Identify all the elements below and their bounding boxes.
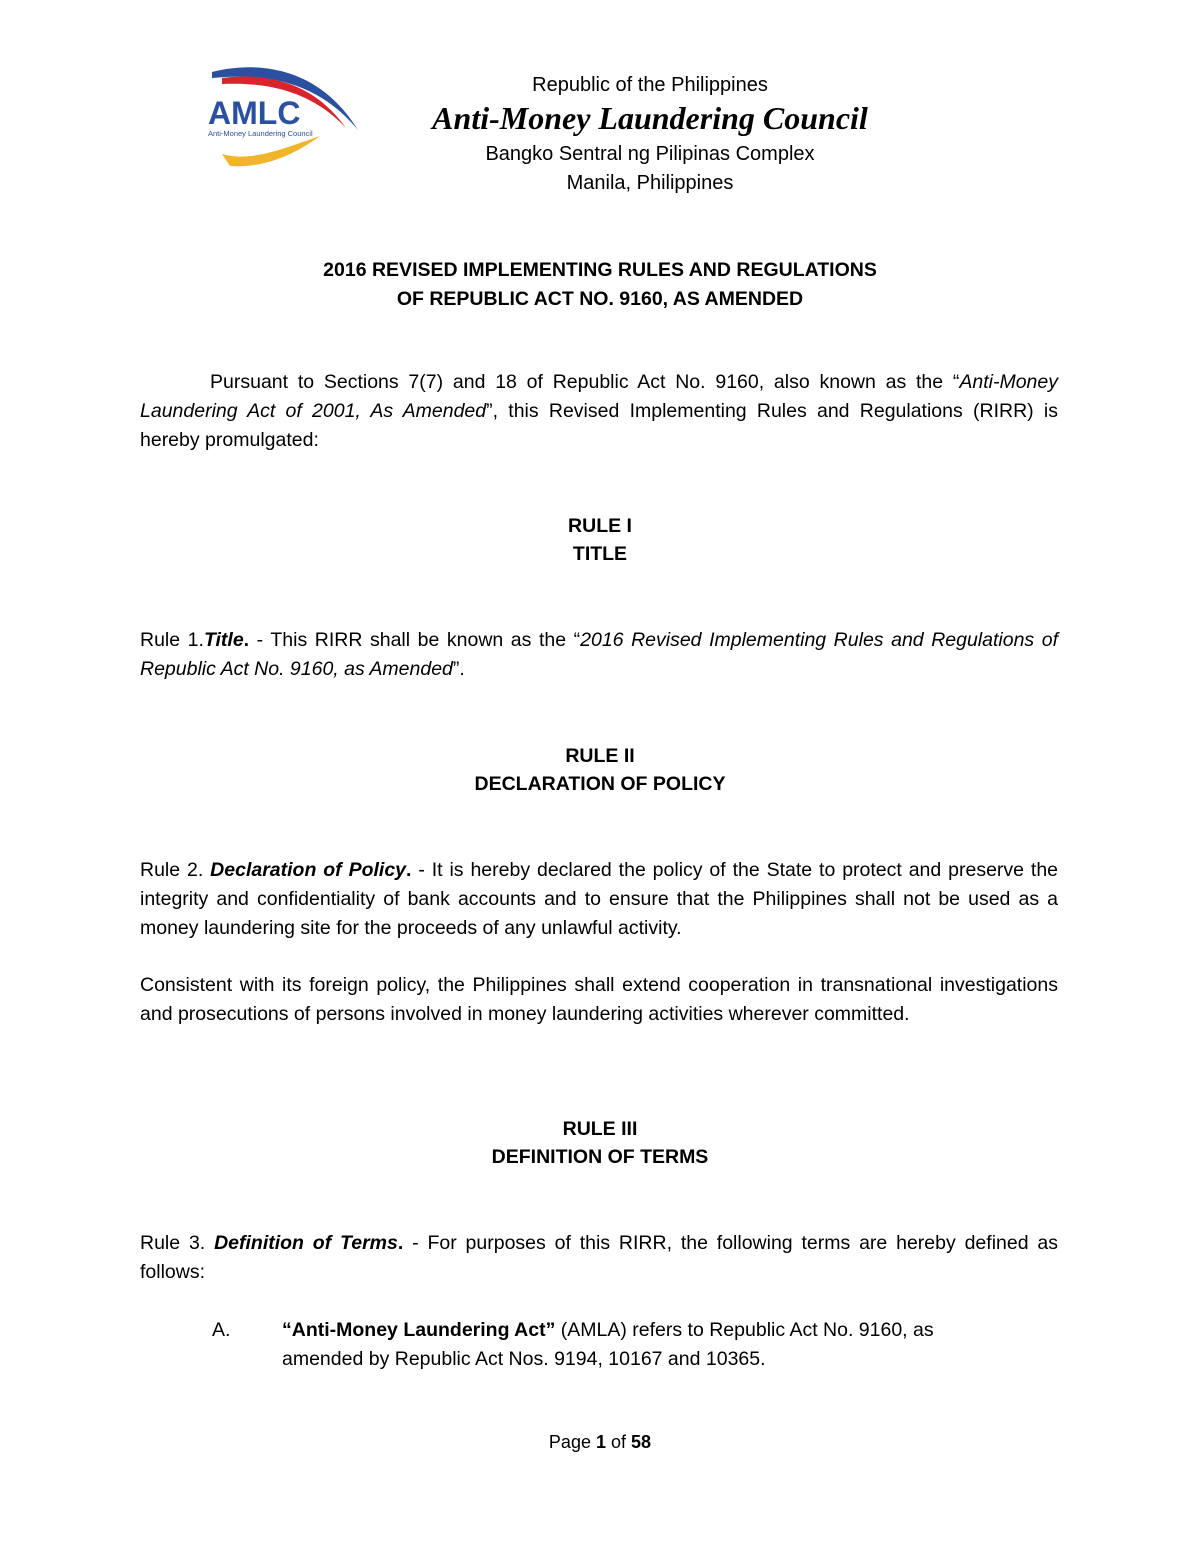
rule1-paragraph	[140, 626, 1058, 684]
footer-page-number: 1	[595, 1432, 606, 1452]
rule3-number: RULE III	[562, 1118, 638, 1140]
document-title	[140, 256, 1060, 314]
rule2-text: - It is hereby declared the policy of the State to protect and preserve the integrity and confidentiality of bank accounts and to ensure that the Philippines shall not be used as a money laundering site for the proceeds of any unlawful activity.	[140, 859, 1059, 939]
list-item-text: (AMLA) refers to Republic Act No. 9160, as amended by Republic Act Nos. 9194, 10167 and 10365.	[282, 1319, 934, 1370]
header-complex: Bangko Sentral ng Pilipinas Complex	[485, 143, 815, 165]
rule3-dot: .	[397, 1232, 404, 1254]
rule1-heading	[140, 512, 1060, 568]
rule2-paragraph-2: Consistent with its foreign policy, the Philippines shall extend cooperation in transnational investigations and prosecutions of persons involved in money laundering activities wherever committed.	[140, 974, 1058, 1025]
rule1-pre: - This RIRR shall be known as the “	[249, 629, 581, 651]
header-council: Anti-Money Laundering Council	[432, 100, 868, 136]
document-title-line2: OF REPUBLIC ACT NO. 9160, AS AMENDED	[396, 288, 804, 310]
intro-pre: Pursuant to Sections 7(7) and 18 of Republic Act No. 9160, also known as the “	[210, 371, 960, 393]
logo-text: AMLC	[208, 95, 301, 131]
rule3-title: DEFINITION OF TERMS	[491, 1146, 709, 1168]
rule2-paragraph	[140, 856, 1058, 943]
list-item-marker: A.	[212, 1319, 231, 1341]
rule3-heading	[140, 1115, 1060, 1171]
rule2-number: RULE II	[565, 745, 635, 767]
intro-post: ”, this Revised Implementing Rules and Regulations (RIRR) is hereby promulgated:	[140, 400, 1058, 451]
rule2-name: Declaration of Policy	[210, 859, 407, 881]
rule1-title: TITLE	[572, 543, 628, 565]
footer-of-word: of	[611, 1432, 627, 1452]
rule2-heading	[140, 742, 1060, 798]
amlc-logo	[200, 62, 362, 172]
rule1-label: Rule 1.	[140, 629, 204, 651]
rule3-name: Definition of Terms	[214, 1232, 398, 1254]
list-item	[212, 1316, 1002, 1374]
rule1-dot: .	[243, 629, 250, 651]
header-city: Manila, Philippines	[566, 172, 734, 194]
rule1-name: Title	[203, 629, 244, 651]
document-title-line1: 2016 REVISED IMPLEMENTING RULES AND REGULATIONS	[323, 259, 877, 281]
intro-paragraph	[140, 368, 1058, 455]
footer-page-word: Page	[548, 1432, 591, 1452]
list-item-term: “Anti-Money Laundering Act”	[282, 1319, 556, 1341]
rule1-number: RULE I	[568, 515, 632, 537]
rule3-text: - For purposes of this RIRR, the following terms are hereby defined as follows:	[140, 1232, 1058, 1283]
rule2-dot: .	[406, 859, 412, 881]
rule2-label: Rule 2.	[140, 859, 211, 881]
logo-subtext: Anti-Money Laundering Council	[208, 129, 313, 138]
header-republic: Republic of the Philippines	[532, 74, 768, 96]
rule3-paragraph	[140, 1229, 1058, 1287]
rule3-label: Rule 3.	[140, 1232, 215, 1254]
page-footer	[0, 1432, 1200, 1453]
intro-act-name: Anti-Money Laundering Act of 2001, As Amended	[140, 371, 1058, 422]
footer-page-total: 58	[631, 1432, 652, 1452]
rule1-italic: 2016 Revised Implementing Rules and Regulations of Republic Act No. 9160, as Amended	[140, 629, 1058, 680]
rule1-post: ”.	[452, 658, 465, 680]
rule2-title: DECLARATION OF POLICY	[474, 773, 726, 795]
